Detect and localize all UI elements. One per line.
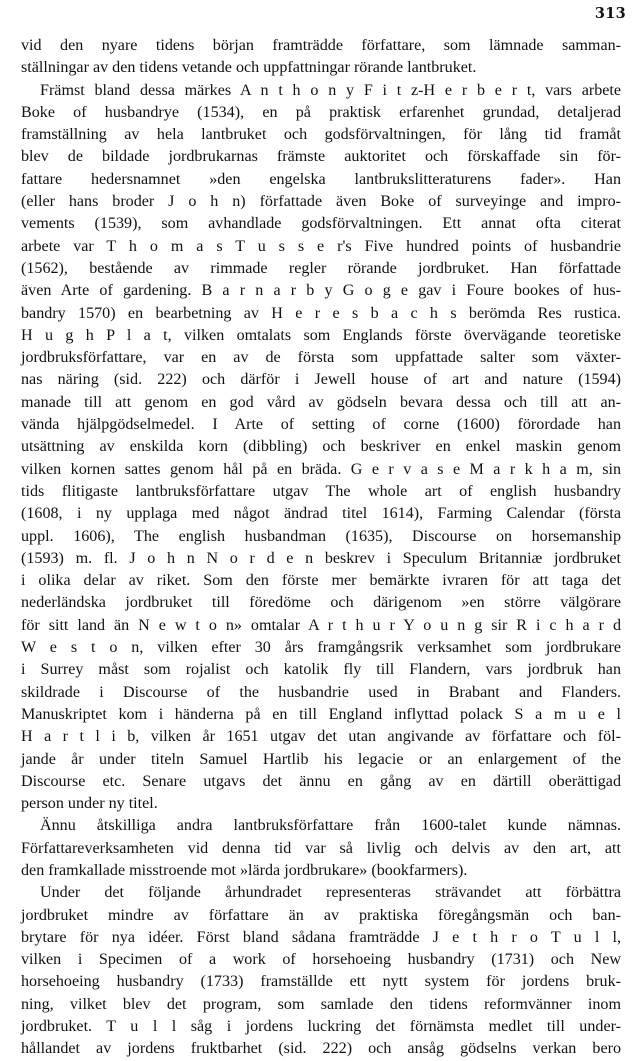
text-line: vilken i Specimen of a work of horsehoeing husbandry (1731) och New <box>21 951 621 969</box>
text-line: jordbruket mindre av författare än av praktiska föregångsmän och ban- <box>21 906 621 924</box>
text-line: fattare hedersnamnet »den engelska lantbrukslitteraturens fader». Han <box>21 170 621 188</box>
text-line: ställningar av den tidens vetande och uppfattningar rörande lantbruket. <box>21 59 477 77</box>
text-line: Författareverksamheten vid denna tid var så livlig och delvis av den art, att <box>21 839 621 857</box>
text-line: bandry 1570) en bearbetning av H e r e s b a c h s berömda Res rustica. <box>21 304 621 322</box>
text-line: jande år under titeln Samuel Hartlib his legacie or an enlargement of the <box>21 750 621 768</box>
text-line: arbete var T h o m a s T u s s e r's Five hundred points of husbandrie <box>21 237 621 255</box>
text-line: brytare för nya idéer. Först bland sådana framträdde J e t h r o T u l l, <box>21 928 621 946</box>
text-line: (1562), bestående av rimmade regler rörande jordbruket. Han författade <box>21 259 621 277</box>
text-line: skildrade i Discourse of the husbandrie used in Brabant and Flanders. <box>21 683 621 701</box>
text-line: manade till att genom en god vård av gödseln bevara dessa och till att an- <box>21 393 621 411</box>
text-line: Främst bland dessa märkes A n t h o n y F i t z-H e r b e r t, vars arbete <box>40 81 621 99</box>
text-line: även Arte of gardening. B a r n a r b y G o g e gav i Foure bookes of hus- <box>21 282 621 300</box>
text-line: den framkallade misstroende mot »lärda jordbrukare» (bookfarmers). <box>21 861 468 879</box>
text-line: ning, vilket blev det program, som samlade den tidens reformvänner inom <box>21 995 621 1013</box>
text-line: Discourse etc. Senare utgavs det ännu en gång av en därtill oberättigad <box>21 772 621 790</box>
text-line: H a r t l i b, vilken år 1651 utgav det utan angivande av författare och föl- <box>21 728 621 746</box>
text-line: Under det följande århundradet representeras strävandet att förbättra <box>40 884 621 902</box>
text-line: W e s t o n, vilken efter 30 års framgångsrik verksamhet som jordbrukare <box>21 639 621 657</box>
text-line: Boke of husbandrye (1534), en på praktisk erfarenhet grundad, detaljerad <box>21 103 621 121</box>
text-line: jordbruksförfattare, var en av de första som uppfattade salter som växter- <box>21 349 621 367</box>
text-line: för sitt land än N e w t o n» omtalar A r t h u r Y o u n g sir R i c h a r d <box>21 616 621 634</box>
text-line: i Surrey måst som rojalist och katolik fly till Flandern, vars jordbruk han <box>21 661 621 679</box>
text-line: framställning av hela lantbruket och godsförvaltningen, för lång tid framåt <box>21 126 621 144</box>
text-line: jordbruket. T u l l såg i jordens luckring det förnämsta medlet till under- <box>21 1018 621 1036</box>
text-line: nederländska jordbruket till föredöme och därigenom »en större välgörare <box>21 594 621 612</box>
text-line: vements (1539), som avhandlade godsförvaltningen. Ett annat ofta citerat <box>21 215 621 233</box>
page-number: 313 <box>594 5 626 22</box>
text-line: hållandet av jordens fruktbarhet (sid. 222) och ansåg gödselns verkan bero <box>21 1040 621 1058</box>
text-line: i olika delar av riket. Som den förste mer bemärkte ivraren för att taga det <box>21 572 621 590</box>
text-line: (1608, i ny upplaga med något ändrad titel 1614), Farming Calendar (första <box>21 505 621 523</box>
text-line: person under ny titel. <box>21 795 158 813</box>
text-line: vända hjälpgödselmedel. I Arte of setting of corne (1600) förordade han <box>21 416 621 434</box>
text-line: horsehoeing husbandry (1733) framställde ett nytt system för jordens bruk- <box>21 973 621 991</box>
text-line: (1593) m. fl. J o h n N o r d e n beskrev i Speculum Britanniæ jordbruket <box>21 549 621 567</box>
text-line: nas näring (sid. 222) och därför i Jewell house of art and nature (1594) <box>21 371 621 389</box>
body-text <box>21 35 621 1061</box>
text-line: H u g h P l a t, vilken omtalats som Englands förste övervägande teoretiske <box>21 326 621 344</box>
text-line: Ännu åtskilliga andra lantbruksförfattare från 1600-talet kunde nämnas. <box>40 817 621 835</box>
text-line: vid den nyare tidens början framträdde författare, som lämnade samman- <box>21 37 621 54</box>
text-line: blev de bildade jordbrukarnas främste auktoritet och förskaffade sin för- <box>21 148 621 166</box>
text-line: (eller hans broder J o h n) författade även Boke of surveyinge and impro- <box>21 193 621 211</box>
text-line: Manuskriptet kom i händerna på en till England inflyttad polack S a m u e l <box>21 705 621 723</box>
text-line: tids flitigaste lantbruksförfattare utgav The whole art of english husbandry <box>21 482 621 500</box>
text-line: vilken kornen sattes genom hål på en bräda. G e r v a s e M a r k h a m, sin <box>21 460 621 478</box>
text-line: utsättning av enskilda korn (dibbling) och beskriver en enkel maskin genom <box>21 438 621 456</box>
text-line: uppl. 1606), The english husbandman (1635), Discourse on horsemanship <box>21 527 621 545</box>
